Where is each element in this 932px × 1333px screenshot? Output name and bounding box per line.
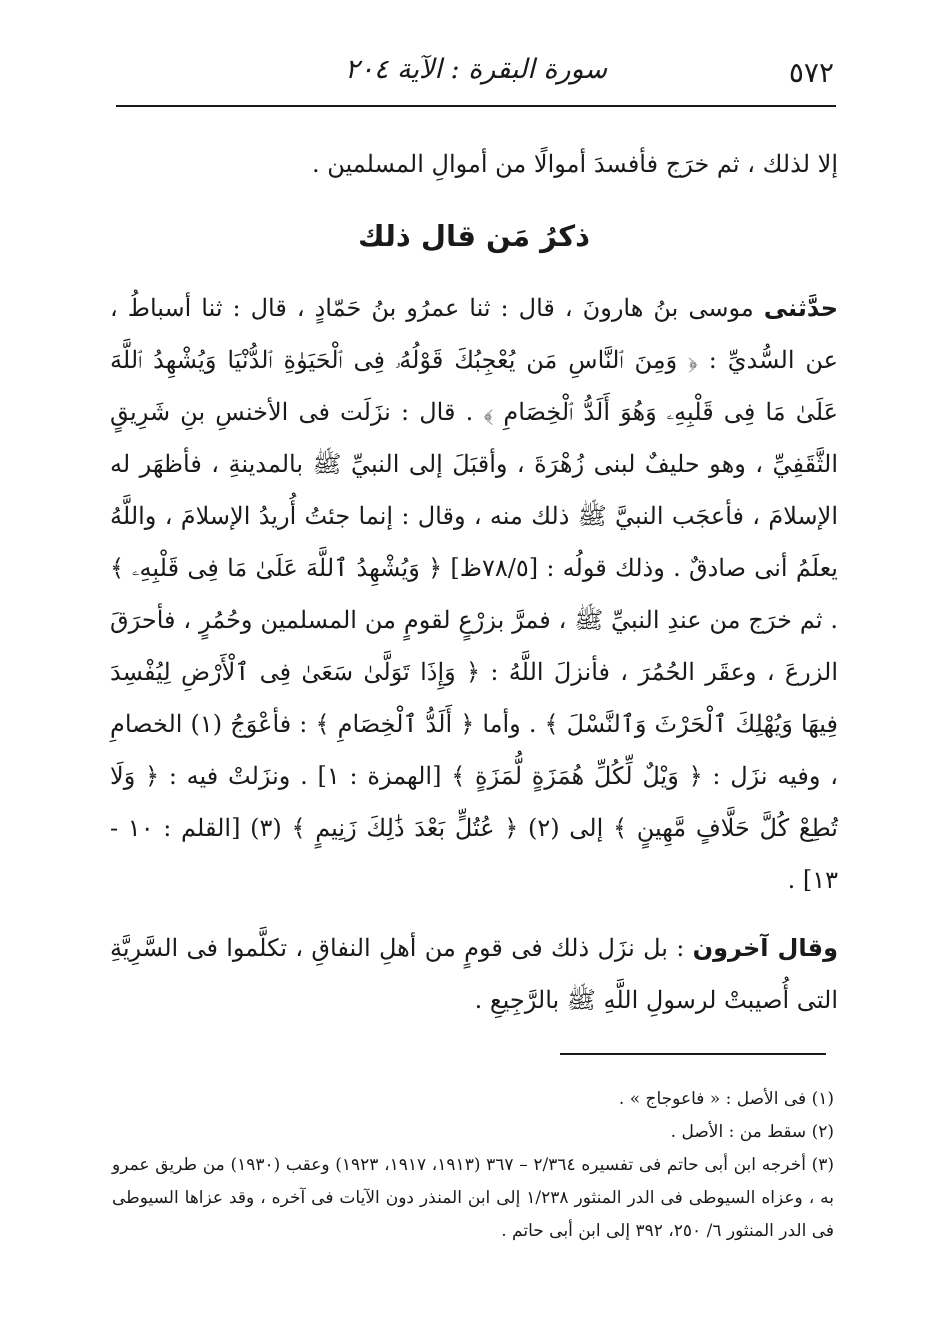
header-rule (116, 105, 836, 107)
alternate-view-text: : بل نزَل ذلك فى قومٍ من أهلِ النفاقِ ، تكلَّموا فى السَّرِيَّةِ التى أُصيبتْ لرسولِ اللَّهِ ﷺ بالرَّجِيعِ . (110, 934, 838, 1014)
running-header (118, 52, 834, 100)
alternate-view-lead: وقال آخرون (692, 934, 838, 962)
narration-text: موسى بنُ هارونَ ، قال : ثنا عمرُو بنُ حَمّادٍ ، قال : ثنا أسباطُ ، عن السُّديِّ : ﴿ وَمِنَ ٱلنَّاسِ مَن يُعْجِبُكَ قَوْلُهُۥ فِى ٱلْحَيَوٰةِ ٱلدُّنْيَا وَيُشْهِدُ ٱللَّهَ عَلَىٰ مَا فِى قَلْبِهِۦ وَهُوَ أَلَدُّ ٱلْخِصَامِ ﴾ . قال : نزَلَت فى الأخنسِ بنِ شَرِيقٍ الثَّقَفِيِّ ، وهو حليفٌ لبنى زُهْرَةَ ، وأقبَلَ إلى النبيِّ ﷺ بالمدينةِ ، فأظهَر له الإسلامَ ، فأعجَب النبيَّ ﷺ ذلك منه ، وقال : إنما جئتُ أُريدُ الإسلامَ ، واللَّهُ يعلَمُ أنى صادقٌ . وذلك قولُه : [٧٨/٥ظ] ﴿ وَيُشْهِدُ ٱللَّهَ عَلَىٰ مَا فِى قَلْبِهِۦ ﴾ . ثم خرَج من عندِ النبيِّ ﷺ ، فمرَّ بزرْعٍ لقومٍ من المسلمين وحُمُرٍ ، فأحرَقَ الزرعَ ، وعقَر الحُمُرَ ، فأنزلَ اللَّهُ : ﴿ وَإِذَا تَوَلَّىٰ سَعَىٰ فِى ٱلْأَرْضِ لِيُفْسِدَ فِيهَا وَيُهْلِكَ ٱلْحَرْثَ وَٱلنَّسْلَ ﴾ . وأما ﴿ أَلَدُّ ٱلْخِصَامِ ﴾ : فأعْوَجُ (١) الخصامِ ، وفيه نزَل : ﴿ وَيْلٌ لِّكُلِّ هُمَزَةٍ لُّمَزَةٍ ﴾ [الهمزة : ١] . ونزَلتْ فيه : ﴿ وَلَا تُطِعْ كُلَّ حَلَّافٍ مَّهِينٍ ﴾ إلى (٢) ﴿ عُتُلٍّ بَعْدَ ذَٰلِكَ زَنِيمٍ ﴾ (٣) [القلم : ١٠ - ١٣] . (110, 294, 838, 894)
page-number: ٥٧٢ (788, 56, 834, 89)
narration-paragraph (110, 282, 838, 906)
main-text (110, 138, 838, 1026)
footnote-3: (٣) أخرجه ابن أبى حاتم فى تفسيره ٢/٣٦٤ – ٣٦٧ (١٩١٣، ١٩١٧، ١٩٢٣) وعقب (١٩٣٠) من طريق عمرو به ، وعزاه السيوطى فى الدر المنثور ١/٢٣٨ إلى ابن المنذر دون الآيات فى آخره ، وقد عزاها السيوطى فى الدر المنثور ٦/ ٢٥٠، ٣٩٢ إلى ابن أبى حاتم . (112, 1155, 835, 1241)
footnote-rule (560, 1053, 826, 1055)
footnotes (112, 1083, 834, 1248)
narration-lead-word: حدَّثنى (763, 294, 838, 322)
continuation-paragraph: إلا لذلك ، ثم خرَج فأفسدَ أموالًا من أموالِ المسلمين . (312, 150, 838, 178)
footnote-1: (١) فى الأصل : « فاعوجاج » . (618, 1089, 834, 1109)
alternate-view-paragraph (110, 922, 838, 1026)
section-heading: ذكرُ مَن قال ذلك (358, 219, 590, 253)
footnote-2: (٢) سقط من : الأصل . (670, 1122, 834, 1142)
running-title: سورة البقرة : الآية ٢٠٤ (344, 54, 608, 85)
